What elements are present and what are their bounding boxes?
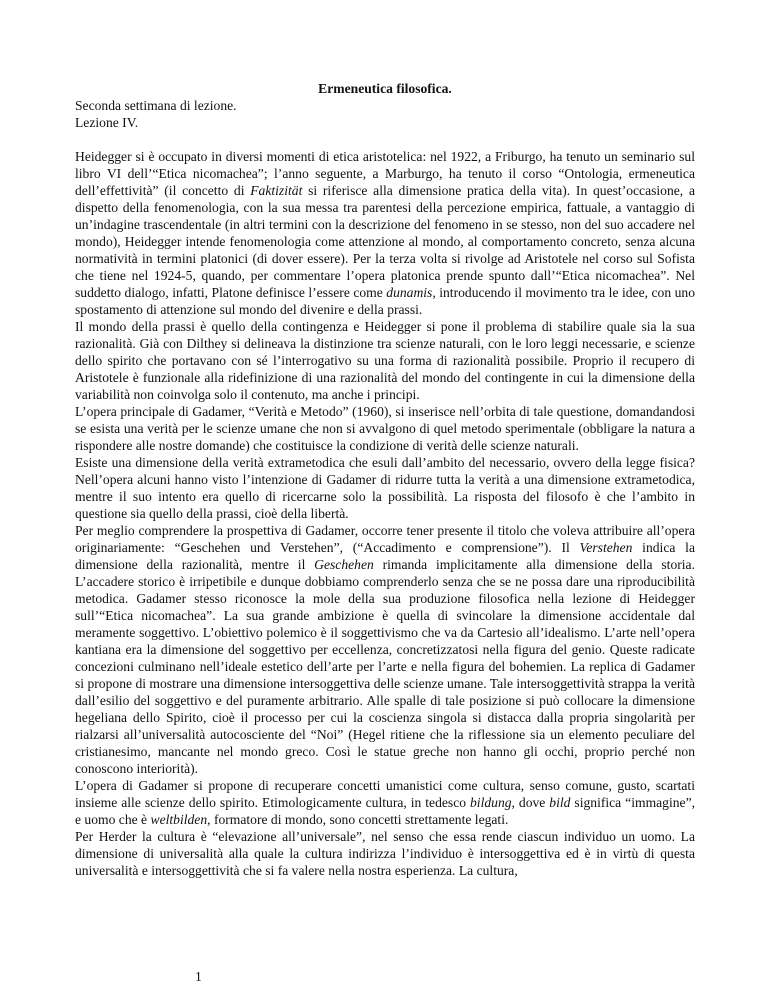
paragraph [75,777,695,828]
paragraph [75,454,695,522]
paragraph [75,403,695,454]
text-run: , formatore di mondo, sono concetti strettamente legati. [207,812,509,827]
paragraph [75,522,695,777]
paragraph-list [75,148,695,879]
italic-term: Faktizität [250,183,303,198]
blank-line [75,131,695,148]
paragraph [75,828,695,879]
italic-term: weltbilden [150,812,208,827]
text-run: L’opera di Gadamer si propone di recuperare concetti umanistici come cultura, senso comune, gusto, scartati insieme alle scienze dello spirito. Etimologicamente cultura, in tedesco [75,778,695,810]
document-title: Ermeneutica filosofica. [318,81,452,96]
document-body [75,80,695,879]
text-run: si riferisce alla dimensione pratica della vita). In quest’occasione, a dispetto della fenomenologia, con la sua messa tra parentesi della percezione empirica, fattuale, a vantaggio di un’indagine trascendentale (in altri termini con la descrizione del fenomeno in se stesso, non del suo accadere nel mondo), Heidegger intende fenomenologia come attenzione al mondo, al comportamento concreto, senza alcuna normatività in termini platonici (di dover essere). Per la terza volta si rivolge ad Aristotele nel corso sul Sofista che tiene nel 1924-5, quando, per commentare l’opera platonica prende spunto dall’“Etica nicomachea”. Nel suddetto dialogo, infatti, Platone definisce l’essere come [75,183,695,300]
text-run: L’opera principale di Gadamer, “Verità e Metodo” (1960), si inserisce nell’orbita di tale questione, domandandosi se esista una verità per le scienze umane che non si avvalgono di quel metodo sperimentale (obbligare la natura a rispondere alle nostre domande) che costituisce la condizione di verità delle scienze naturali. [75,404,695,453]
italic-term: dunamis [386,285,433,300]
italic-term: Geschehen [314,557,374,572]
paragraph [75,318,695,403]
week-line: Seconda settimana di lezione. [75,98,237,113]
italic-term: bild [549,795,571,810]
text-run: Per Herder la cultura è “elevazione all’universale”, nel senso che essa rende ciascun individuo un uomo. La dimensione di universalità alla quale la cultura indirizza l’individuo è intersoggettiva ed è in virtù di questa universalità e intersoggettività che si fa valere nella nostra esperienza. La cultura, [75,829,695,878]
page-number: 1 [195,969,202,984]
text-run: Heidegger si è occupato in diversi momenti di etica aristotelica: nel 1922, a Friburgo, ha tenuto un seminario sul libro VI dell’“Etica nicomachea”; l’anno seguente, a Marburgo, ha tenuto il corso “Ontologia, ermeneutica dell’effettività” (il concetto di [75,149,695,198]
text-run: Il mondo della prassi è quello della contingenza e Heidegger si pone il problema di stabilire quale sia la sua razionalità. Già con Dilthey si delineava la distinzione tra scienze naturali, con le loro leggi necessarie, e scienze dello spirito che portavano con sé l’interrogativo su una forma di razionalità possibile. Proprio il recupero di Aristotele è funzionale alla ridefinizione di una razionalità del mondo del contingente in cui la dimensione della variabilità non coinvolga solo il contenuto, ma anche i principi. [75,319,695,402]
text-run: , introducendo il movimento tra le idee, con uno spostamento di attenzione sul mondo del divenire e della prassi. [75,285,695,317]
text-run: significa “immagine”, e uomo che è [75,795,696,827]
italic-term: bildung [470,795,512,810]
text-run: indica la dimensione della razionalità, mentre il [75,540,695,572]
text-run: Esiste una dimensione della verità extrametodica che esuli dall’ambito del necessario, ovvero della legge fisica? Nell’opera alcuni hanno visto l’intenzione di Gadamer di ridurre tutta la verità a una dimensione extrametodica, mentre il suo intento era quello di ricercarne solo la possibilità. La risposta del filosofo è che l’ambito in questione sia quello della prassi, cioè della libertà. [75,455,695,521]
text-run: , dove [511,795,550,810]
text-run: Per meglio comprendere la prospettiva di Gadamer, occorre tener presente il titolo che voleva attribuire all’opera originariamente: “Geschehen und Verstehen”, (“Accadimento e comprensione”). Il [75,523,695,555]
lesson-line: Lezione IV. [75,115,139,130]
paragraph [75,148,695,318]
text-run: rimanda implicitamente alla dimensione della storia. L’accadere storico è irripetibile e dunque dobbiamo comprenderlo senza che se ne possa dare una riproducibilità metodica. Gadamer stesso riconosce la mole della sua produzione filosofica nella lezione di Heidegger sull’“Etica nicomachea”. La sua grande ambizione è quella di svincolare la dimensione accidentale dal meramente soggettivo. L’obiettivo polemico è il soggettivismo che va da Cartesio all’idealismo. L’arte nell’opera kantiana era la dimensione del soggettivo per eccellenza, concretizzatosi nella figura del genio. Queste radicate concezioni culminano nell’ideale estetico dell’arte per l’arte e nella figura del bohemien. La replica di Gadamer si propone di mostrare una dimensione intersoggettiva delle scienze umane. Tale intersoggettività strappa la verità dall’esilio del soggettivo e del puramente arbitrario. Alle spalle di tale posizione si può collocare la dimensione hegeliana dello Spirito, cioè il processo per cui la coscienza singola si distacca dalla propria singolarità per rialzarsi all’universalità autocosciente del “Noi” (Hegel ritiene che la riflessione sia un elemento peculiare del cristianesimo, mancante nel mondo greco. Così le statue greche non hanno gli occhi, proprio perché non conoscono interiorità). [75,557,695,776]
italic-term: Verstehen [579,540,633,555]
